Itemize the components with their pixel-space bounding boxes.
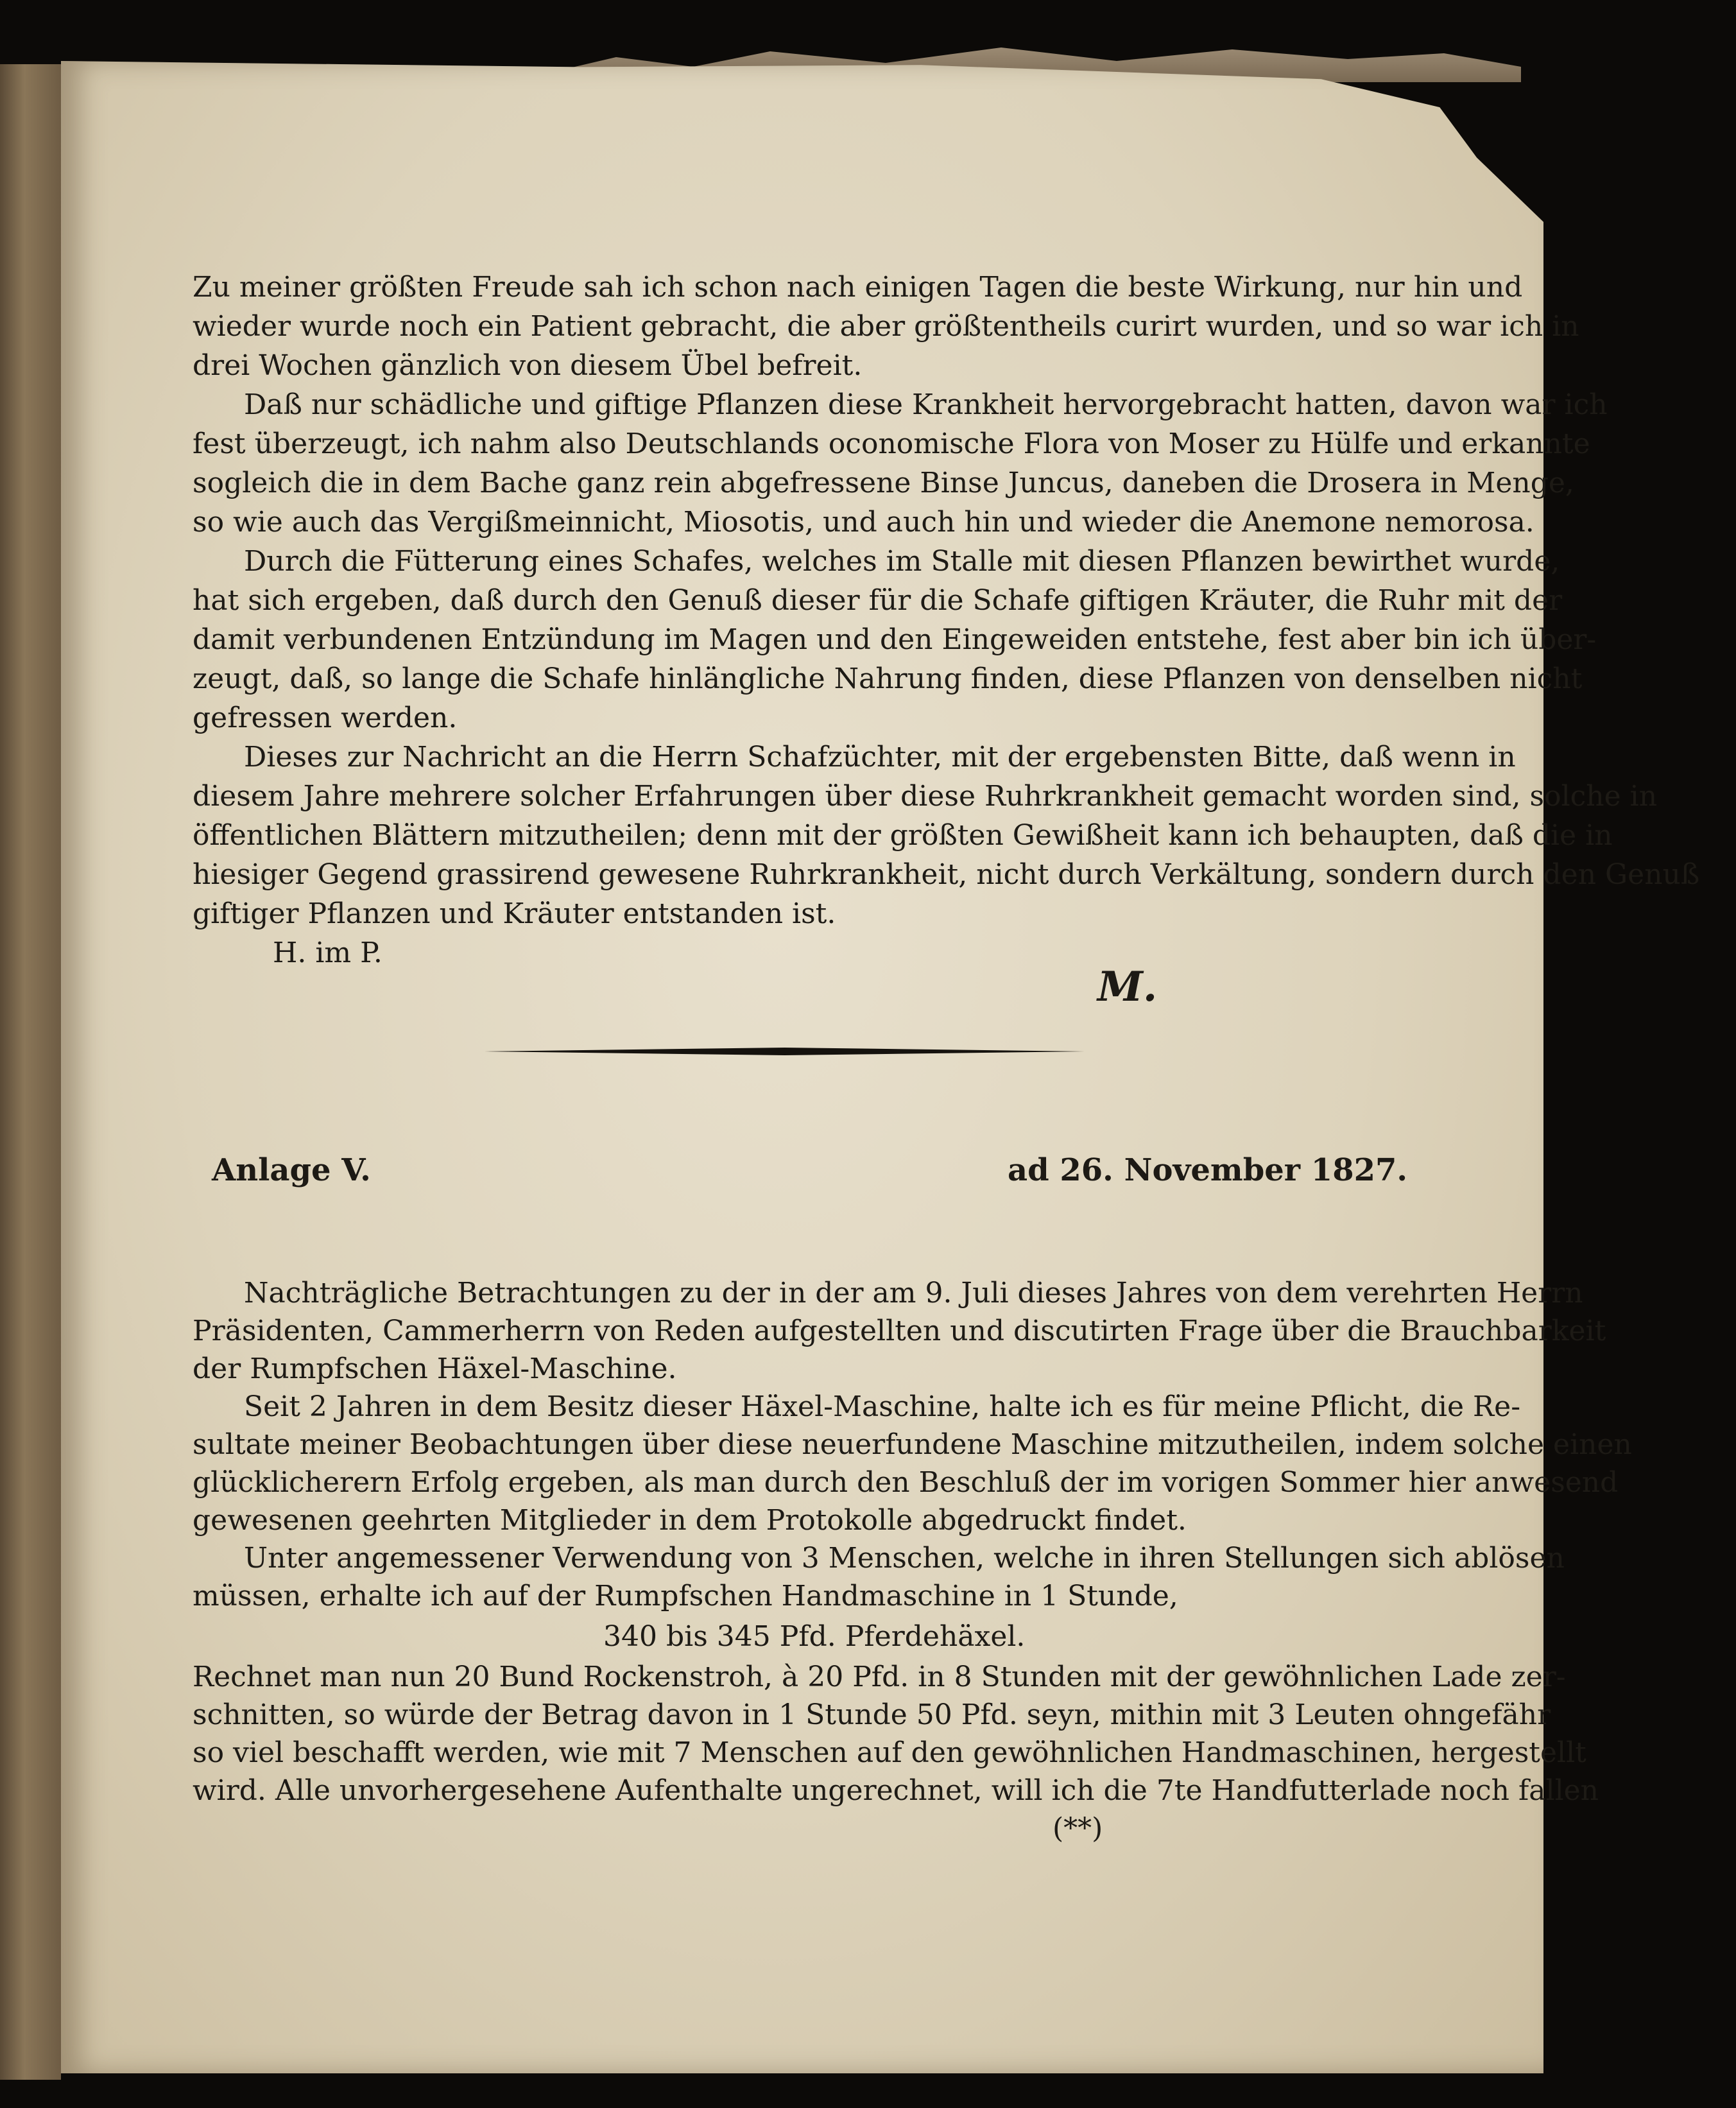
text-line: Daß nur schädliche und giftige Pflanzen diese Krankheit hervorgebracht hatten, davon war ich — [244, 388, 1608, 421]
text-line: damit verbundenen Entzündung im Magen und den Eingeweiden entstehe, fest aber bin ich über- — [193, 623, 1597, 656]
text-line: wieder wurde noch ein Patient gebracht, die aber größtentheils curirt wurden, und so war ich in — [193, 310, 1579, 343]
text-line: so viel beschafft werden, wie mit 7 Menschen auf den gewöhnlichen Handmaschinen, hergestellt — [193, 1736, 1586, 1769]
text-line: wird. Alle unvorhergesehene Aufenthalte ungerechnet, will ich die 7te Handfutterlade noch fallen — [193, 1774, 1599, 1807]
text-line: zeugt, daß, so lange die Schafe hinlängliche Nahrung finden, diese Pflanzen von denselben nicht — [193, 662, 1583, 695]
text-line: gefressen werden. — [193, 702, 458, 734]
text-line: sultate meiner Beobachtungen über diese neuerfundene Maschine mitzutheilen, indem solche einen — [193, 1428, 1632, 1461]
text-line: der Rumpfschen Häxel-Maschine. — [193, 1352, 677, 1385]
text-line: hiesiger Gegend grassirend gewesene Ruhrkrankheit, nicht durch Verkältung, sondern durch den Genuß — [193, 858, 1700, 891]
text-line: hat sich ergeben, daß durch den Genuß dieser für die Schafe giftigen Kräuter, die Ruhr mit der — [193, 584, 1563, 617]
signature-mark: (**) — [1053, 1812, 1103, 1845]
text-line: Rechnet man nun 20 Bund Rockenstroh, à 20 Pfd. in 8 Stunden mit der gewöhnlichen Lade zer- — [193, 1661, 1566, 1693]
author-signature: M. — [1097, 963, 1158, 1011]
text-line: fest überzeugt, ich nahm also Deutschlands oconomische Flora von Moser zu Hülfe und erkannte — [193, 428, 1590, 460]
text-line: müssen, erhalte ich auf der Rumpfschen Handmaschine in 1 Stunde, — [193, 1580, 1178, 1612]
text-line: schnitten, so würde der Betrag davon in 1 Stunde 50 Pfd. seyn, mithin mit 3 Leuten ohngefähr — [193, 1698, 1551, 1731]
text-line: giftiger Pflanzen und Kräuter entstanden ist. — [193, 897, 836, 930]
text-line: so wie auch das Vergißmeinnicht, Miosotis, und auch hin und wieder die Anemone nemorosa. — [193, 506, 1534, 539]
annex-date: ad 26. November 1827. — [1008, 1152, 1408, 1188]
text-line: Zu meiner größten Freude sah ich schon nach einigen Tagen die beste Wirkung, nur hin und — [193, 271, 1523, 304]
adjacent-page-edge — [0, 64, 61, 2080]
annex-label: Anlage V. — [212, 1152, 371, 1188]
place-initials: H. im P. — [273, 937, 382, 969]
text-line: Nachträgliche Betrachtungen zu der in der am 9. Juli dieses Jahres von dem verehrten Herrn — [244, 1277, 1583, 1309]
text-line: sogleich die in dem Bache ganz rein abgefressene Binse Juncus, daneben die Drosera in Menge, — [193, 467, 1574, 499]
text-line: glücklicherern Erfolg ergeben, als man durch den Beschluß der im vorigen Sommer hier anwesend — [193, 1466, 1619, 1499]
text-line: diesem Jahre mehrere solcher Erfahrungen über diese Ruhrkrankheit gemacht worden sind, solche in — [193, 780, 1658, 813]
centered-figure-line: 340 bis 345 Pfd. Pferdehäxel. — [603, 1620, 1026, 1653]
text-line: Präsidenten, Cammerherrn von Reden aufgestellten und discutirten Frage über die Brauchbarkeit — [193, 1315, 1606, 1347]
text-line: Seit 2 Jahren in dem Besitz dieser Häxel-Maschine, halte ich es für meine Pflicht, die Re- — [244, 1390, 1521, 1423]
text-line: drei Wochen gänzlich von diesem Übel befreit. — [193, 349, 863, 382]
text-line: öffentlichen Blättern mitzutheilen; denn mit der größten Gewißheit kann ich behaupten, daß die in — [193, 819, 1613, 852]
text-line: Dieses zur Nachricht an die Herrn Schafzüchter, mit der ergebensten Bitte, daß wenn in — [244, 741, 1516, 773]
text-line: Unter angemessener Verwendung von 3 Menschen, welche in ihren Stellungen sich ablösen — [244, 1542, 1565, 1575]
text-line: gewesenen geehrten Mitglieder in dem Protokolle abgedruckt findet. — [193, 1504, 1187, 1537]
text-line: Durch die Fütterung eines Schafes, welches im Stalle mit diesen Pflanzen bewirthet wurde, — [244, 545, 1560, 578]
